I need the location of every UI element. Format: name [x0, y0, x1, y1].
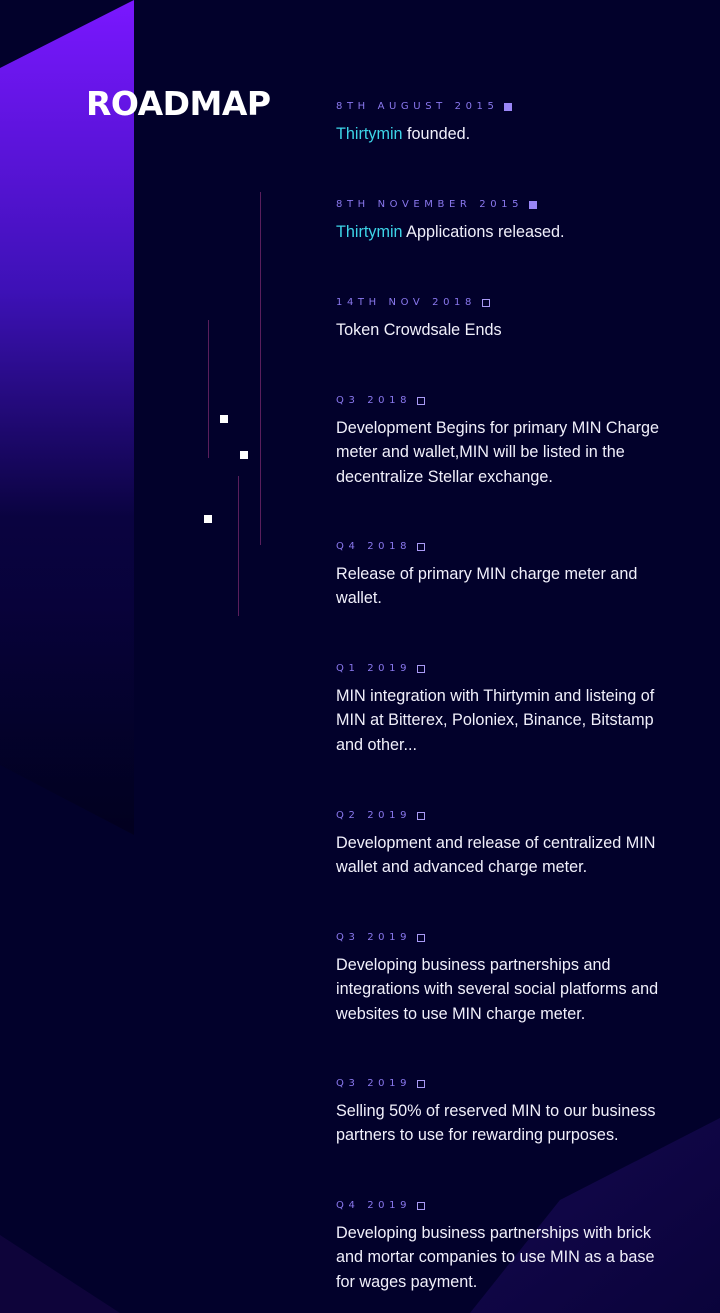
- timeline-description: [336, 562, 676, 611]
- square-marker-icon: [504, 103, 512, 111]
- timeline-item: [336, 194, 676, 244]
- square-marker-icon: [529, 201, 537, 209]
- square-marker-icon: [417, 543, 425, 551]
- timeline-text: Token Crowdsale Ends: [336, 321, 502, 339]
- square-marker-icon: [417, 397, 425, 405]
- decorative-line: [208, 320, 209, 458]
- timeline-text: founded.: [402, 125, 471, 143]
- timeline-date-row: [336, 536, 676, 550]
- timeline-date: Q2 2019: [336, 810, 412, 821]
- square-marker-icon: [417, 934, 425, 942]
- decorative-square-icon: [204, 515, 212, 523]
- timeline-text: MIN integration with Thirtymin and listeing of MIN at Bitterex, Poloniex, Binance, Bitstamp and other...: [336, 687, 655, 754]
- decorative-line: [238, 476, 239, 616]
- timeline-item: [336, 805, 676, 880]
- timeline-date-row: [336, 658, 676, 672]
- timeline-item: [336, 1195, 676, 1294]
- timeline-description: [336, 220, 676, 244]
- timeline-text: Development Begins for primary MIN Charge meter and wallet,MIN will be listed in the decentralize Stellar exchange.: [336, 419, 659, 486]
- timeline-date-row: [336, 194, 676, 208]
- timeline-text: Development and release of centralized MIN wallet and advanced charge meter.: [336, 834, 656, 877]
- timeline-description: [336, 122, 676, 146]
- timeline-description: [336, 684, 676, 757]
- timeline-date: Q3 2019: [336, 932, 412, 943]
- square-marker-icon: [417, 1080, 425, 1088]
- timeline-description: [336, 953, 676, 1026]
- timeline-text: Developing business partnerships and integrations with several social platforms and websites to use MIN charge meter.: [336, 956, 659, 1023]
- timeline-date-row: [336, 805, 676, 819]
- timeline-date: Q3 2019: [336, 1078, 412, 1089]
- timeline-date-row: [336, 927, 676, 941]
- decorative-square-icon: [220, 415, 228, 423]
- square-marker-icon: [417, 1202, 425, 1210]
- timeline-date: Q1 2019: [336, 663, 412, 674]
- timeline-text: Selling 50% of reserved MIN to our business partners to use for rewarding purposes.: [336, 1102, 656, 1145]
- timeline-description: [336, 1099, 676, 1148]
- timeline-text: Applications released.: [402, 223, 565, 241]
- timeline-description: [336, 1221, 676, 1294]
- square-marker-icon: [417, 665, 425, 673]
- decorative-square-icon: [240, 451, 248, 459]
- timeline-date: 8TH AUGUST 2015: [336, 101, 499, 112]
- timeline-date: 14TH NOV 2018: [336, 297, 476, 308]
- timeline-date-row: [336, 1195, 676, 1209]
- timeline-description: [336, 831, 676, 880]
- timeline-description: [336, 416, 676, 489]
- decorative-line: [260, 192, 261, 545]
- timeline-item: [336, 927, 676, 1026]
- brand-highlight: Thirtymin: [336, 223, 403, 241]
- timeline-text: Developing business partnerships with brick and mortar companies to use MIN as a base for wages payment.: [336, 1224, 655, 1291]
- timeline-description: [336, 318, 676, 342]
- timeline-date-row: [336, 390, 676, 404]
- square-marker-icon: [482, 299, 490, 307]
- timeline-date: Q4 2018: [336, 541, 412, 552]
- timeline-date-row: [336, 292, 676, 306]
- timeline-item: [336, 658, 676, 757]
- timeline-item: [336, 1073, 676, 1148]
- square-marker-icon: [417, 812, 425, 820]
- timeline-date: 8TH NOVEMBER 2015: [336, 199, 524, 210]
- page-title: ROADMAP: [86, 84, 271, 123]
- timeline-date-row: [336, 1073, 676, 1087]
- timeline-date: Q3 2018: [336, 395, 412, 406]
- timeline-date: Q4 2019: [336, 1200, 412, 1211]
- timeline-item: [336, 536, 676, 611]
- timeline-item: [336, 292, 676, 342]
- timeline-date-row: [336, 96, 676, 110]
- timeline-item: [336, 390, 676, 489]
- timeline-text: Release of primary MIN charge meter and wallet.: [336, 565, 638, 608]
- timeline-item: [336, 96, 676, 146]
- brand-highlight: Thirtymin: [336, 125, 403, 143]
